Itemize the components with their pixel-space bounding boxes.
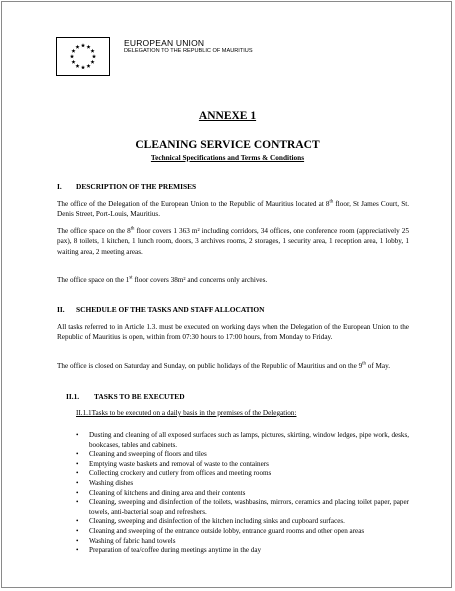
bullet-icon: • xyxy=(76,469,79,478)
bullet-icon: • xyxy=(76,536,79,545)
task-item xyxy=(76,527,409,537)
premises-paragraph-1: The office of the Delegation of the European Union to the Republic of Mauritius located at 8th floor, St James Court, St. Denis Street, Port-Louis, Mauritius. xyxy=(57,199,410,219)
contract-subtitle: Technical Specifications and Terms & Conditions xyxy=(150,153,305,162)
subsection-number: II.1. xyxy=(66,392,80,401)
task-item xyxy=(76,431,409,450)
delegation-name: DELEGATION TO THE REPUBLIC OF MAURITIUS xyxy=(124,48,253,54)
flag-star xyxy=(86,64,90,68)
flag-star xyxy=(92,54,96,58)
task-text: Cleaning of kitchens and dining area and their contents xyxy=(89,488,246,497)
flag-star xyxy=(81,43,85,47)
bullet-icon: • xyxy=(76,459,79,468)
flag-star xyxy=(81,65,85,69)
section-1-number: I. xyxy=(57,182,62,191)
bullet-icon: • xyxy=(76,546,79,555)
task-item xyxy=(76,479,409,489)
flag-star xyxy=(86,45,90,49)
task-item xyxy=(76,450,409,460)
flag-star xyxy=(75,45,79,49)
task-item xyxy=(76,517,409,527)
flag-star xyxy=(70,54,74,58)
task-text: Cleaning, sweeping and disinfection of the toilets, washbasins, mirrors, ceramics and placing toilet paper, paper towels, anti-bacterial soap and refreshers. xyxy=(89,498,409,516)
task-text: Cleaning and sweeping of floors and tiles xyxy=(89,450,207,459)
task-item xyxy=(76,498,409,517)
contract-title: CLEANING SERVICE CONTRACT xyxy=(135,139,320,151)
schedule-paragraph-1: All tasks referred to in Article 1.3. must be executed on working days when the Delegation of the European Union to the Republic of Mauritius is open, within from 07:30 hours to 17:00 hours, from Monday to Friday. xyxy=(57,323,409,342)
premises-paragraph-2: The office space on the 8th floor covers 1 363 m² including corridors, 34 offices, one conference room (appreciatively 25 pax), 8 toilets, 1 kitchen, 1 lunch room, doors, 3 archives rooms, 2 storages, 1 security area, 1 reception area, 1 lobby, 1 waiting area, 2 meeting areas. xyxy=(57,226,409,256)
bullet-icon: • xyxy=(76,488,79,497)
flag-star xyxy=(75,64,79,68)
task-text: Cleaning and sweeping of the entrance outside lobby, entrance guard rooms and other open areas xyxy=(89,526,365,535)
section-2-heading: SCHEDULE OF THE TASKS AND STAFF ALLOCATION xyxy=(76,305,265,314)
section-2-number: II. xyxy=(57,305,65,314)
section-1-heading: DESCRIPTION OF THE PREMISES xyxy=(76,182,197,191)
eu-flag-icon xyxy=(56,37,110,76)
bullet-icon: • xyxy=(76,431,79,439)
task-text: Emptying waste baskets and removal of waste to the containers xyxy=(89,459,269,468)
bullet-icon: • xyxy=(76,526,79,535)
task-text: Washing dishes xyxy=(89,478,134,487)
org-name: EUROPEAN UNION xyxy=(124,38,205,48)
flag-star xyxy=(71,60,75,64)
annexe-title: ANNEXE 1 xyxy=(198,110,257,122)
flag-star xyxy=(90,49,94,53)
task-text: Collecting crockery and cutlery from offices and meeting rooms xyxy=(89,469,272,478)
daily-tasks-heading: II.1.1Tasks to be executed on a daily basis in the premises of the Delegation: xyxy=(76,409,297,417)
bullet-icon: • xyxy=(76,517,79,526)
task-text: Preparation of tea/coffee during meetings anytime in the day xyxy=(89,546,262,555)
task-item xyxy=(76,546,409,556)
task-text: Cleaning, sweeping and disinfection of the kitchen including sinks and cupboard surfaces. xyxy=(89,517,345,526)
task-item xyxy=(76,460,409,470)
task-text: Washing of fabric hand towels xyxy=(89,536,176,545)
task-item xyxy=(76,489,409,499)
flag-star xyxy=(90,60,94,64)
bullet-icon: • xyxy=(76,498,79,507)
bullet-icon: • xyxy=(76,450,79,459)
bullet-icon: • xyxy=(76,478,79,487)
premises-paragraph-3: The office space on the 1st floor covers 38m² and concerns only archives. xyxy=(57,275,268,284)
schedule-paragraph-2: The office is closed on Saturday and Sunday, on public holidays of the Republic of Mauritius and on the 9th of May. xyxy=(57,361,391,370)
task-item xyxy=(76,537,409,547)
task-item xyxy=(76,469,409,479)
flag-star xyxy=(71,49,75,53)
task-text: Dusting and cleaning of all exposed surfaces such as lamps, pictures, skirting, window ledges, pipe work, desks, bookcases, tables and cabinets. xyxy=(89,431,409,449)
subsection-heading: TASKS TO BE EXECUTED xyxy=(94,392,185,401)
task-list xyxy=(76,431,409,556)
